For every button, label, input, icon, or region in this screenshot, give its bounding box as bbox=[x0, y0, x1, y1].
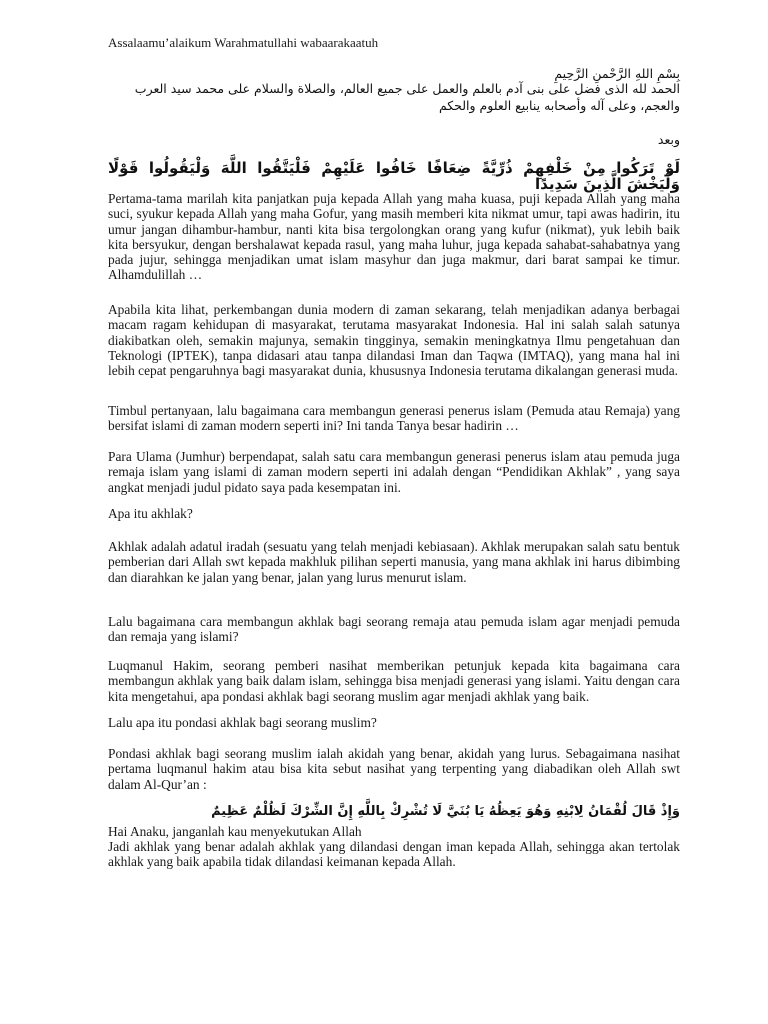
arabic-wabad: وبعد bbox=[657, 132, 680, 147]
paragraph-ulama: Para Ulama (Jumhur) berpendapat, salah satu cara membangun generasi penerus islam atau pemuda juga remaja islam yang islami di zaman modern seperti ini adalah dengan “Pendidikan Akhlak” , yang saya angkat menjadi judul pidato saya pada kesempatan ini. bbox=[108, 449, 680, 495]
paragraph-modern-world: Apabila kita lihat, perkembangan dunia modern di zaman sekarang, telah menjadikan adanya berbagai macam ragam kehidupan di masyarakat, terutama masyarakat Indonesia. Hal ini salah salah satunya diakibatkan oleh, semakin majunya, semakin tingginya, semakin meningkatnya Ilmu pengetahuan dan Teknologi (IPTEK), tanpa didasari atau tanpa dilandasi Iman dan Taqwa (IMTAQ), yang mana hal ini lebih cepat pengaruhnya bagi masyarakat dunia, khususnya Indonesia terutama dikalangan generasi muda. bbox=[108, 302, 680, 379]
paragraph-foundation-question: Lalu apa itu pondasi akhlak bagi seorang muslim? bbox=[108, 715, 377, 730]
arabic-verse-an-nisa: لَوْ تَرَكُوا مِنْ خَلْفِهِمْ ذُرِّيَّةً ضِعَافًا خَافُوا عَلَيْهِمْ فَلْيَتَّقُوا اللَّهَ وَلْيَقُولُوا قَوْلًا وَلْيَخْشَ الَّذِينَ سَدِيدًا bbox=[108, 159, 680, 193]
paragraph-conclusion: Jadi akhlak yang benar adalah akhlak yang dilandasi dengan iman kepada Allah, sehingga akan tertolak akhlak yang baik apabila tidak dilandasi keimanan kepada Allah. bbox=[108, 839, 680, 870]
paragraph-opening: Pertama-tama marilah kita panjatkan puja kepada Allah yang maha kuasa, puji kepada Allah yang maha suci, syukur kepada Allah yang maha Gofur, yang masih memberi kita nikmat umur, tapi awas hadirin, itu umur jangan dihambur-hambur, nanti kita bisa tergolongkan orang yang kufur (nikmat), yuk lebih baik kita bersyukur, dengan bershalawat kepada rasul, yang maha luhur, juga kepada sahabat-sahabatnya yang pada jujur, sehingga menjadikan umat islam masyhur dan juga makmur, dari barat sampai ke timur. Alhamdulillah … bbox=[108, 191, 680, 283]
paragraph-akhlak-definition: Akhlak adalah adatul iradah (sesuatu yang telah menjadi kebiasaan). Akhlak merupakan salah satu bentuk pemberian dari Allah swt kepada makhluk pilihan seperti manusia, yang mana akhlak ini harus dibimbing dan diarahkan ke jalan yang benar, jalan yang lurus menurut islam. bbox=[108, 539, 680, 585]
paragraph-translation: Hai Anaku, janganlah kau menyekutukan Allah bbox=[108, 824, 362, 839]
greeting-line: Assalaamu’alaikum Warahmatullahi wabaarakaatuh bbox=[108, 35, 379, 50]
arabic-opening-praise: الحمد لله الذى فضل على بنى آدم بالعلم والعمل على جميع العالم، والصلاة والسلام على محمد سيد العرب والعجم، وعلى آله وأصحابه ينابيع العلوم والحكم bbox=[134, 81, 680, 113]
arabic-verse-luqman: وَإِذْ قَالَ لُقْمَانُ لِابْنِهِ وَهُوَ يَعِظُهُ يَا بُنَيَّ لَا تُشْرِكْ بِاللَّهِ إِنَّ الشِّرْكَ لَظُلْمٌ عَظِيمٌ bbox=[211, 804, 680, 819]
paragraph-question: Timbul pertanyaan, lalu bagaimana cara membangun generasi penerus islam (Pemuda atau Remaja) yang bersifat islami di zaman modern seperti ini? Ini tanda Tanya besar hadirin … bbox=[108, 403, 680, 434]
paragraph-how-to-build: Lalu bagaimana cara membangun akhlak bagi seorang remaja atau pemuda islam agar menjadi pemuda dan remaja yang islami? bbox=[108, 614, 680, 645]
paragraph-luqmanul-hakim: Luqmanul Hakim, seorang pemberi nasihat memberikan petunjuk kepada kita bagaimana cara membangun akhlak yang baik dalam islam, sehingga bisa menjadi generasi yang islami. Yaitu dengan cara kita mengetahui, apa pondasi akhlak bagi seorang muslim agar menjadi akhlak yang baik. bbox=[108, 658, 680, 704]
paragraph-foundation: Pondasi akhlak bagi seorang muslim ialah akidah yang benar, akidah yang lurus. Sebagaimana nasihat pertama luqmanul hakim atau bisa kita sebut nasihat yang terpenting yang diabadikan oleh Allah swt dalam Al-Qur’an : bbox=[108, 746, 680, 792]
paragraph-what-is-akhlak: Apa itu akhlak? bbox=[108, 506, 193, 521]
arabic-basmalah: بِسْمِ اللهِ الرَّحْمنِ الرَّحِيمِ bbox=[554, 66, 680, 81]
